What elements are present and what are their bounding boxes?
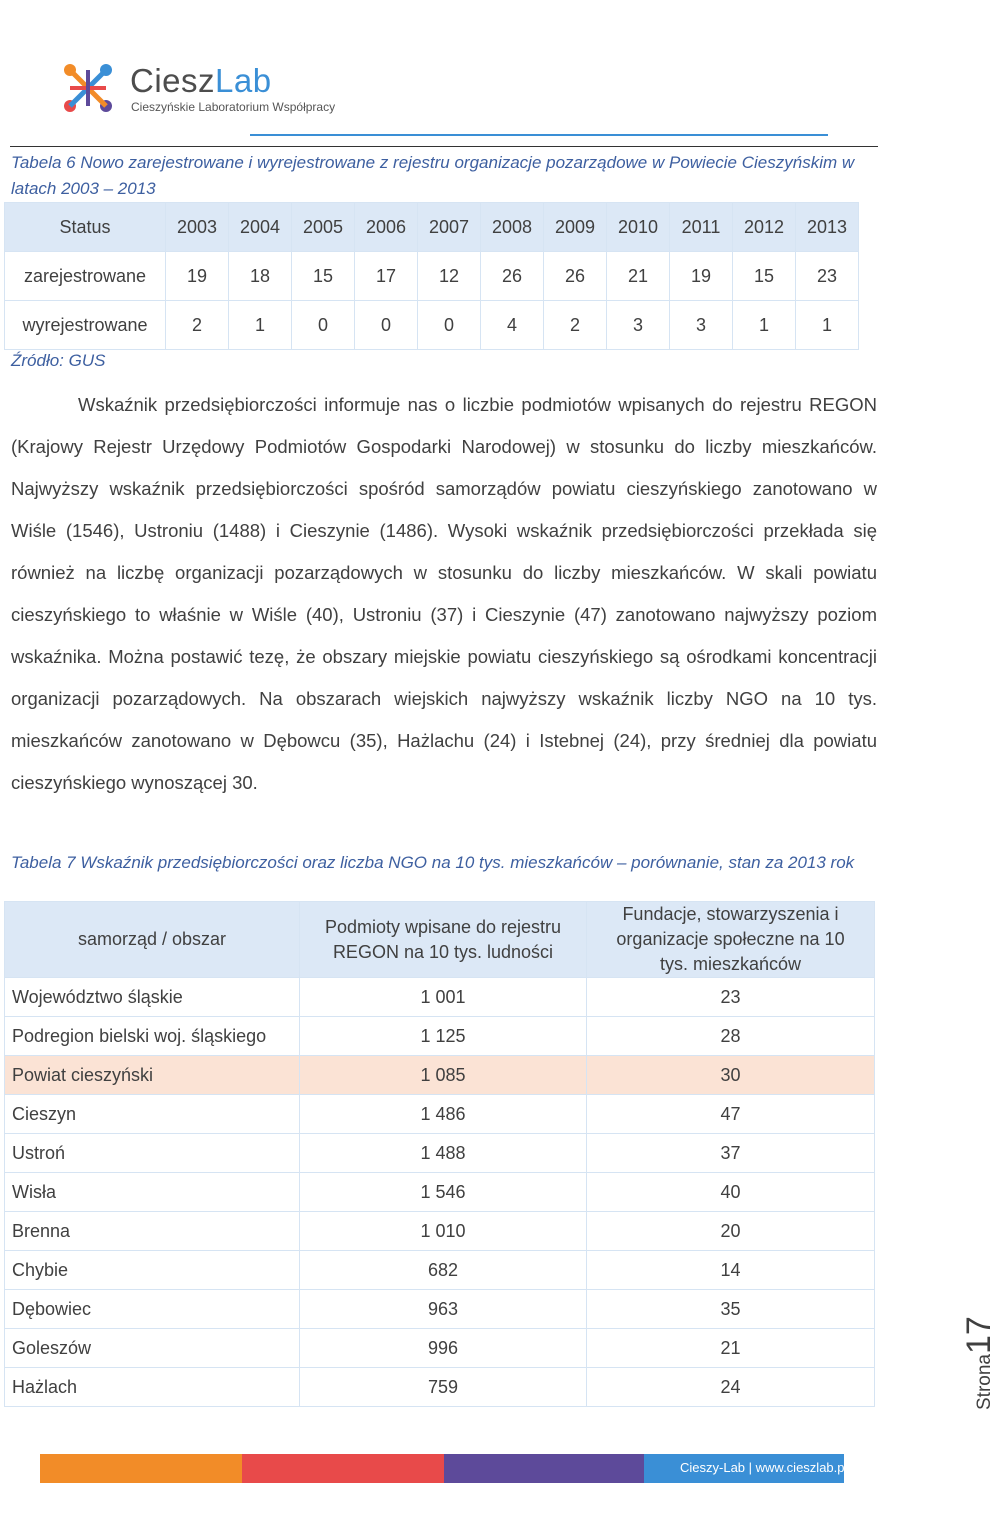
table7-cell: 14: [587, 1251, 875, 1290]
page-rule: [10, 146, 878, 147]
table6-cell: 0: [355, 301, 418, 350]
table6-cell: 1: [229, 301, 292, 350]
table6-cell: 0: [292, 301, 355, 350]
table7-cell: 21: [587, 1329, 875, 1368]
table7-cell: 1 125: [300, 1017, 587, 1056]
table6-cell: 3: [670, 301, 733, 350]
table6-header-row: [5, 203, 859, 252]
table6-cell: 2: [166, 301, 229, 350]
table6-header-cell: 2012: [733, 203, 796, 252]
table6-cell: 12: [418, 252, 481, 301]
footer-bar-purple: [444, 1454, 644, 1483]
brand-name: CieszLab: [130, 62, 272, 99]
table6-cell: 21: [607, 252, 670, 301]
table7-cell: Dębowiec: [5, 1290, 300, 1329]
paragraph-text: Wskaźnik przedsiębiorczości informuje nas o liczbie podmiotów wpisanych do rejestru REGON (Krajowy Rejestr Urzędowy Podmiotów Gospodarki Narodowej) w stosunku do liczby mieszkańców. Najwyższy wskaźnik przedsiębiorczości spośród samorządów powiatu cieszyńskiego zanotowano w Wiśle (1546), Ustroniu (1488) i Cieszynie (1486). Wysoki wskaźnik przedsiębiorczości przekłada się również na liczbę organizacji pozarządowych w stosunku do liczby mieszkańców. W skali powiatu cieszyńskiego to właśnie w Wiśle (40), Ustroniu (37) i Cieszynie (47) zanotowano najwyższy poziom wskaźnika. Można postawić tezę, że obszary miejskie powiatu cieszyńskiego są ośrodkami koncentracji organizacji pozarządowych. Na obszarach wiejskich najwyższy wskaźnik liczby NGO na 10 tys. mieszkańców zanotowano w Dębowcu (35), Hażlachu (24) i Istebnej (24), przy średniej dla powiatu cieszyńskiego wynoszącej 30.: [11, 394, 877, 793]
table7-cell: 47: [587, 1095, 875, 1134]
table6-header-cell: 2010: [607, 203, 670, 252]
table7-cell: Podregion bielski woj. śląskiego: [5, 1017, 300, 1056]
table7-cell: 682: [300, 1251, 587, 1290]
table-row: [5, 1017, 875, 1056]
table7-cell: 1 001: [300, 978, 587, 1017]
table6-header-cell: 2006: [355, 203, 418, 252]
header-rule: [250, 134, 828, 136]
table7-cell: Powiat cieszyński: [5, 1056, 300, 1095]
table6-header-cell: 2011: [670, 203, 733, 252]
table6-header-cell: 2003: [166, 203, 229, 252]
table-row-highlighted: [5, 1056, 875, 1095]
table7-header-row: [5, 902, 875, 978]
table7-header-cell: samorząd / obszar: [5, 902, 300, 978]
table7-cell: Wisła: [5, 1173, 300, 1212]
footer-text: Cieszy-Lab | www.cieszlab.pl: [680, 1460, 848, 1475]
table7-cell: 963: [300, 1290, 587, 1329]
table6-source: Źródło: GUS: [11, 351, 106, 370]
table7-cell: Cieszyn: [5, 1095, 300, 1134]
table6-cell: 19: [670, 252, 733, 301]
table6-cell: 4: [481, 301, 544, 350]
table6: [4, 202, 859, 350]
table6-cell: 2: [544, 301, 607, 350]
table6-header-cell: Status: [5, 203, 166, 252]
table7-cell: 1 010: [300, 1212, 587, 1251]
footer-bar-red: [242, 1454, 444, 1483]
table7-cell: 28: [587, 1017, 875, 1056]
table7-cell: 40: [587, 1173, 875, 1212]
table-row: [5, 1134, 875, 1173]
table7-cell: 23: [587, 978, 875, 1017]
table7-cell: 1 085: [300, 1056, 587, 1095]
logo: [60, 60, 360, 120]
table6-header-cell: 2009: [544, 203, 607, 252]
table7-cell: 20: [587, 1212, 875, 1251]
table7-cell: 24: [587, 1368, 875, 1407]
table7-cell: Hażlach: [5, 1368, 300, 1407]
table7-cell: 37: [587, 1134, 875, 1173]
table-row: [5, 1290, 875, 1329]
table6-cell: zarejestrowane: [5, 252, 166, 301]
table6-cell: 15: [733, 252, 796, 301]
page-number-rotated: [960, 1316, 999, 1410]
table6-cell: wyrejestrowane: [5, 301, 166, 350]
table7-cell: Województwo śląskie: [5, 978, 300, 1017]
brand-tagline: Cieszyńskie Laboratorium Współpracy: [131, 100, 336, 114]
table6-cell: 1: [796, 301, 859, 350]
table-row: [5, 1368, 875, 1407]
table7-cell: 996: [300, 1329, 587, 1368]
table7-header-cell: Fundacje, stowarzyszenia i organizacje społeczne na 10 tys. mieszkańców: [587, 902, 875, 978]
table-row: [5, 301, 859, 350]
table6-header-cell: 2008: [481, 203, 544, 252]
table7-caption: Tabela 7 Wskaźnik przedsiębiorczości oraz liczba NGO na 10 tys. mieszkańców – porównanie, stan za 2013 rok: [11, 853, 855, 872]
table6-cell: 3: [607, 301, 670, 350]
table-row: [5, 978, 875, 1017]
table6-cell: 15: [292, 252, 355, 301]
table6-cell: 18: [229, 252, 292, 301]
table-row: [5, 1095, 875, 1134]
table6-cell: 1: [733, 301, 796, 350]
page-number-value: 17: [960, 1316, 998, 1355]
table6-cell: 26: [481, 252, 544, 301]
table7-cell: Brenna: [5, 1212, 300, 1251]
table-row: [5, 252, 859, 301]
table6-header-cell: 2007: [418, 203, 481, 252]
table6-caption: Tabela 6 Nowo zarejestrowane i wyrejestrowane z rejestru organizacje pozarządowe w Powiecie Cieszyńskim w latach 2003 – 2013: [11, 153, 855, 198]
table6-cell: 0: [418, 301, 481, 350]
table7-cell: 35: [587, 1290, 875, 1329]
table7-header-cell: Podmioty wpisane do rejestru REGON na 10 tys. ludności: [300, 902, 587, 978]
table7-cell: 1 546: [300, 1173, 587, 1212]
table7-cell: Chybie: [5, 1251, 300, 1290]
table-row: [5, 1173, 875, 1212]
table6-cell: 17: [355, 252, 418, 301]
page-number: [930, 1300, 998, 1410]
table7: [4, 901, 875, 1407]
table7-cell: 30: [587, 1056, 875, 1095]
footer-bar-orange: [40, 1454, 242, 1483]
table6-cell: 23: [796, 252, 859, 301]
table6-cell: 26: [544, 252, 607, 301]
table7-cell: 1 486: [300, 1095, 587, 1134]
table7-cell: 1 488: [300, 1134, 587, 1173]
cieszlab-logo-icon: [60, 60, 116, 116]
page-label: Strona: [974, 1354, 995, 1410]
table7-cell: 759: [300, 1368, 587, 1407]
table-row: [5, 1251, 875, 1290]
table7-cell: Goleszów: [5, 1329, 300, 1368]
table6-header-cell: 2013: [796, 203, 859, 252]
table6-header-cell: 2005: [292, 203, 355, 252]
table-row: [5, 1329, 875, 1368]
table-row: [5, 1212, 875, 1251]
table6-header-cell: 2004: [229, 203, 292, 252]
body-paragraph: [11, 384, 877, 804]
table7-cell: Ustroń: [5, 1134, 300, 1173]
table6-cell: 19: [166, 252, 229, 301]
